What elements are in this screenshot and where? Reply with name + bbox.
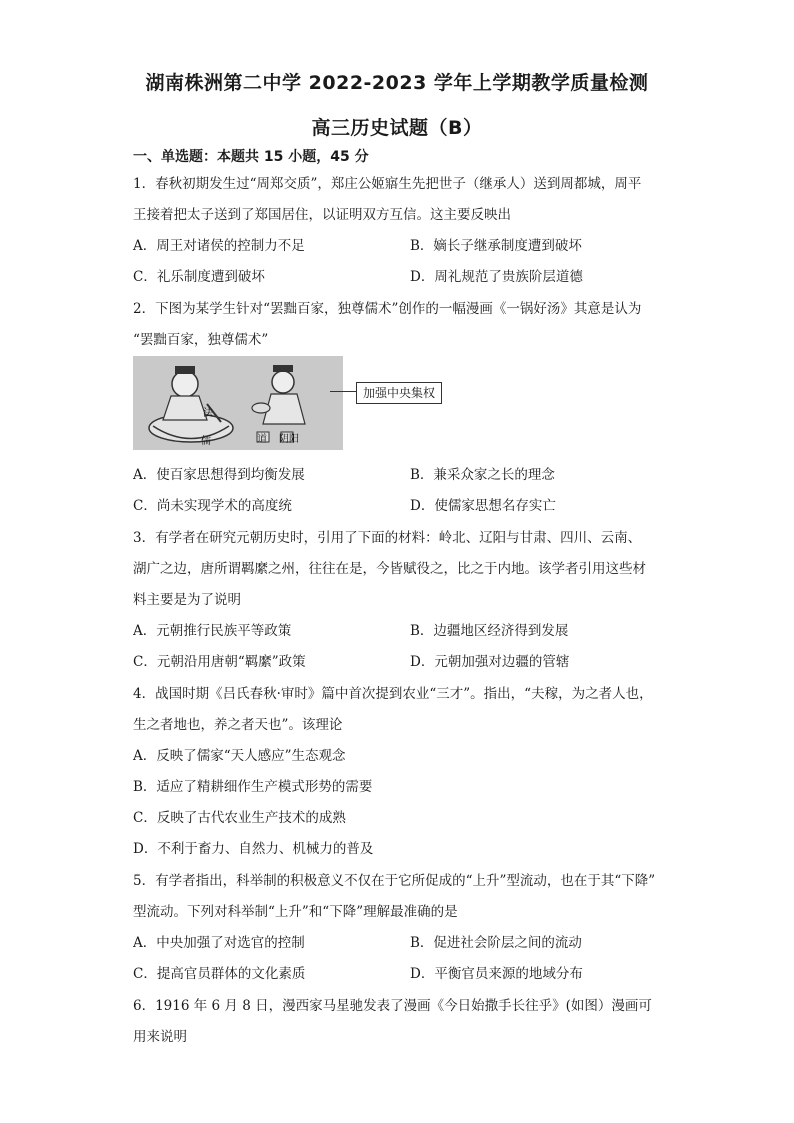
label-fa: 法 <box>203 408 213 419</box>
q3-option-a: A．元朝推行民族平等政策 <box>133 623 292 639</box>
exam-subtitle: 高三历史试题（B） <box>311 117 483 139</box>
q2-option-a: A．使百家思想得到均衡发展 <box>133 467 305 483</box>
section-heading: 一、单选题：本题共 15 小题，45 分 <box>133 149 369 165</box>
q2-stem-line2: “罢黜百家，独尊儒术” <box>133 332 269 348</box>
q1-option-b: B．嫡长子继承制度遭到破坏 <box>410 238 582 254</box>
q3-stem-line1: 3．有学者在研究元朝历史时，引用了下面的材料：岭北、辽阳与甘肃、四川、云南、 <box>133 530 642 546</box>
callout-label: 加强中央集权 <box>356 382 442 404</box>
q4-option-c: C．反映了古代农业生产技术的成熟 <box>133 810 346 826</box>
q4-option-d: D．不利于畜力、自然力、机械力的普及 <box>133 841 374 857</box>
emperor-figure-right <box>272 371 294 393</box>
q3-option-d: D．元朝加强对边疆的管辖 <box>410 654 570 670</box>
q1-option-d: D．周礼规范了贵族阶层道德 <box>410 269 583 285</box>
q3-stem-line3: 料主要是为了说明 <box>133 592 241 608</box>
q2-option-b: B．兼采众家之长的理念 <box>410 467 555 483</box>
q5-option-b: B．促进社会阶层之间的流动 <box>410 935 582 951</box>
label-ru: 儒 <box>201 436 211 447</box>
q2-stem-line1: 2．下图为某学生针对“罢黜百家，独尊儒术”创作的一幅漫画《一锅好汤》其意是认为 <box>133 301 642 317</box>
q3-stem-line2: 湖广之边，唐所谓羁縻之州，往往在是，今皆赋役之，比之于内地。该学者引用这些材 <box>133 561 646 577</box>
q1-stem-line2: 王接着把太子送到了郑国居住，以证明双方互信。这主要反映出 <box>133 207 511 223</box>
label-dao: 道 <box>257 434 267 445</box>
q2-option-d: D．使儒家思想名存实亡 <box>410 498 556 514</box>
q5-option-c: C．提高官员群体的文化素质 <box>133 966 306 982</box>
q6-stem-line1: 6．1916 年 6 月 8 日，漫西家马星驰发表了漫画《今日始撒手长往乎》(如图）漫画可 <box>133 998 652 1014</box>
q5-stem-line2: 型流动。下列对科举制“上升”和“下降”理解最准确的是 <box>133 904 458 920</box>
q5-stem-line1: 5．有学者指出，科举制的积极意义不仅在于它所促成的“上升”型流动，也在于其“下降” <box>133 873 656 889</box>
q5-option-d: D．平衡官员来源的地域分布 <box>410 966 583 982</box>
callout-connector <box>330 391 356 392</box>
q4-option-a: A．反映了儒家“天人感应”生态观念 <box>133 748 346 764</box>
scholar-figure-left <box>172 371 198 397</box>
q1-option-a: A．周王对诸侯的控制力不足 <box>133 238 305 254</box>
q4-option-b: B．适应了精耕细作生产模式形势的需要 <box>133 779 373 795</box>
q3-option-c: C．元朝沿用唐朝“羁縻”政策 <box>133 654 306 670</box>
cartoon-soup-pot-figure <box>133 356 343 450</box>
q6-stem-line2: 用来说明 <box>133 1029 187 1045</box>
q1-option-c: C．礼乐制度遭到破坏 <box>133 269 265 285</box>
q2-option-c: C．尚未实现学术的高度统 <box>133 498 292 514</box>
exam-title: 湖南株洲第二中学 2022-2023 学年上学期教学质量检测 <box>145 72 649 94</box>
label-yinyang: 阴阳 <box>279 434 299 445</box>
q3-option-b: B．边疆地区经济得到发展 <box>410 623 569 639</box>
q1-stem-line1: 1．春秋初期发生过“周郑交质”，郑庄公姬寤生先把世子（继承人）送到周都城，周平 <box>133 176 642 192</box>
q4-stem-line1: 4．战国时期《吕氏春秋·审时》篇中首次提到农业“三才”。指出，“夫稼，为之者人也， <box>133 686 653 702</box>
q4-stem-line2: 生之者地也，养之者天也”。该理论 <box>133 717 343 733</box>
cartoon-illustration <box>133 356 343 450</box>
q5-option-a: A．中央加强了对选官的控制 <box>133 935 305 951</box>
